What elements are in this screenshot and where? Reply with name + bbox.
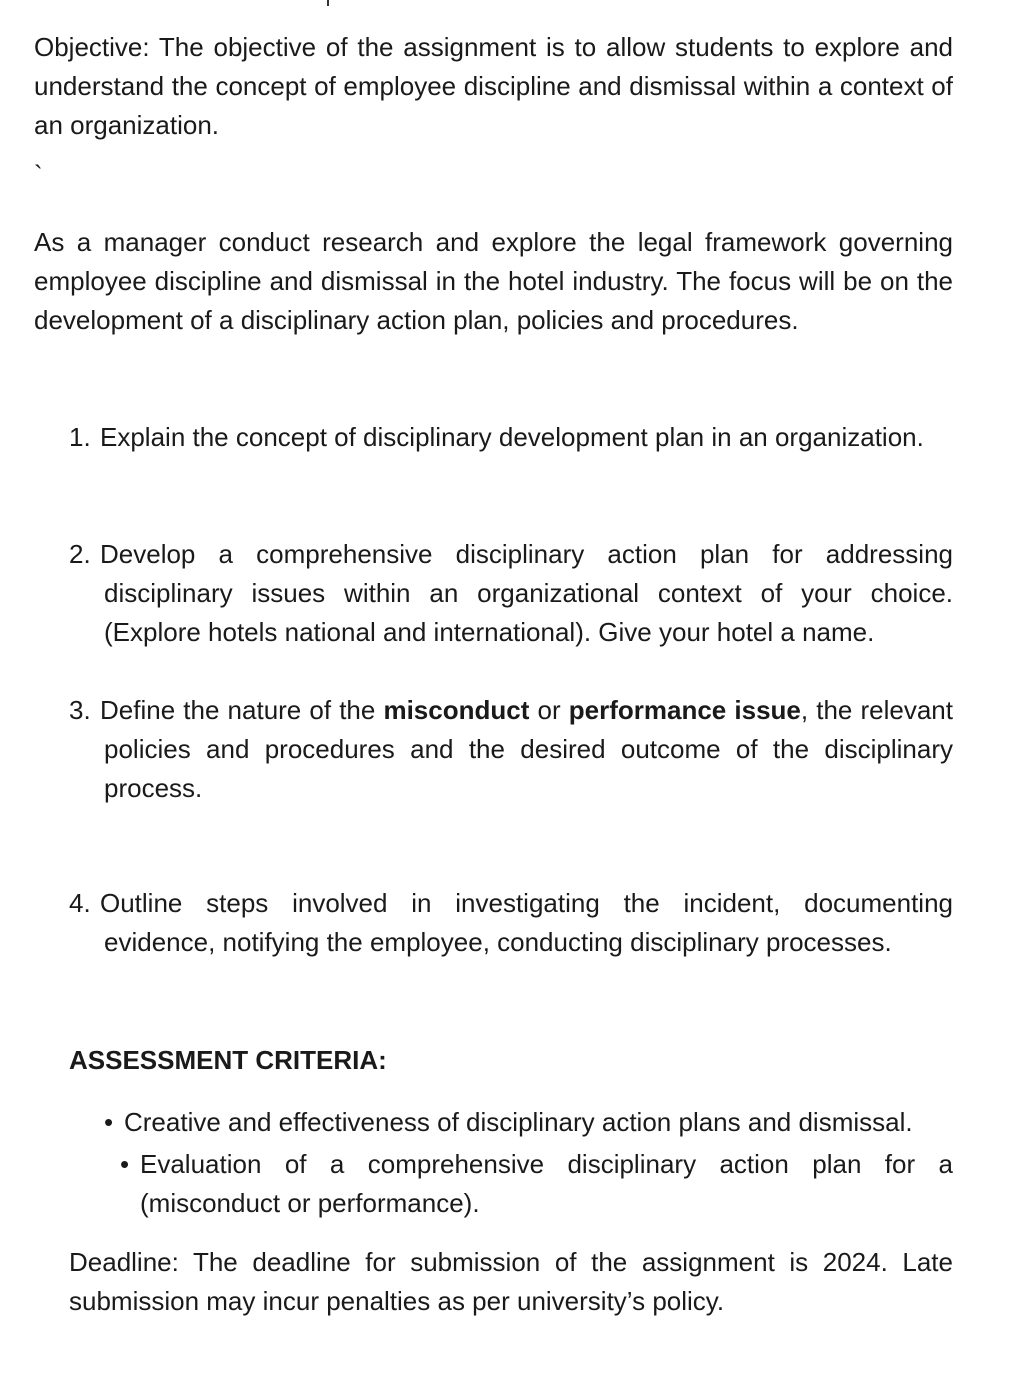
assessment-item-text: Evaluation of a comprehensive disciplinary action plan for a (misconduct or performance). [140,1149,953,1218]
intro-paragraph: As a manager conduct research and explore the legal framework governing employee discipline and dismissal in the hotel industry. The focus will be on the development of a disciplinary action plan, policies and procedures. [34,227,953,335]
stray-backtick-mark: ` [34,160,43,190]
task-item-1 [69,418,953,457]
assessment-heading: ASSESSMENT CRITERIA: [69,1045,387,1075]
task-number: 1. [69,422,91,452]
assessment-item-text: Creative and effectiveness of disciplinary action plans and dismissal. [124,1107,913,1137]
task-text: Explain the concept of disciplinary development plan in an organization. [100,422,924,452]
task-number: 2. [69,539,91,569]
top-edge-mark [327,0,329,6]
task-item-4 [69,884,953,962]
bullet-icon: • [120,1149,130,1179]
task-text: Outline steps involved in investigating the incident, documenting evidence, notifying the employee, conducting disciplinary processes. [100,888,953,957]
task-number: 4. [69,888,91,918]
task-text-after: , the relevant policies and procedures and the desired outcome of the disciplinary process. [104,695,953,803]
task-item-3 [69,691,953,808]
objective-paragraph: Objective: The objective of the assignment is to allow students to explore and understand the concept of employee discipline and dismissal within a context of an organization. [34,32,953,140]
task-bold-misconduct: misconduct [383,695,530,725]
task-item-2 [69,535,953,652]
task-bold-performance-issue: performance issue [568,695,801,725]
task-text-before: Define the nature of the [100,695,384,725]
assessment-item-1 [104,1103,953,1142]
deadline-paragraph: Deadline: The deadline for submission of the assignment is 2024. Late submission may incur penalties as per university’s policy. [69,1247,953,1316]
task-text: Develop a comprehensive disciplinary action plan for addressing disciplinary issues within an organizational context of your choice. (Explore hotels national and international). Give your hotel a name. [100,539,953,647]
task-number: 3. [69,695,91,725]
bullet-icon: • [104,1107,114,1137]
task-text-middle: or [529,695,569,725]
assessment-item-2 [104,1145,953,1223]
